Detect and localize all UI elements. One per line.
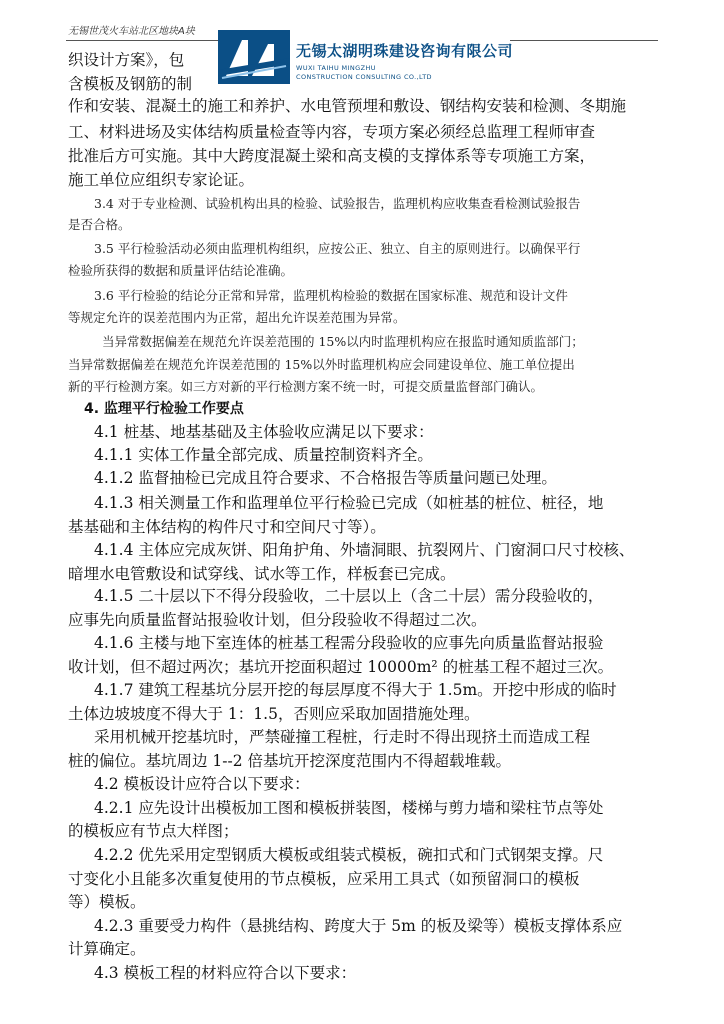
body-line: 采用机械开挖基坑时，严禁碰撞工程桩，行走时不得出现挤土而造成工程 <box>94 728 591 746</box>
body-line: 是否合格。 <box>68 217 131 232</box>
body-line: 4.2.3 重要受力构件（悬挑结构、跨度大于 5m 的板及梁等）模板支撑体系应 <box>94 917 623 935</box>
body-line: 4.2.1 应先设计出模板加工图和模板拼装图，楼梯与剪力墙和梁柱节点等处 <box>94 799 604 817</box>
body-line: 暗埋水电管敷设和试穿线、试水等工作，样板套已完成。 <box>68 565 456 583</box>
body-line: 基基础和主体结构的构件尺寸和空间尺寸等）。 <box>68 518 386 536</box>
body-line: 施工单位应组织专家论证。 <box>68 171 255 189</box>
body-line: 4.1.7 建筑工程基坑分层开挖的每层厚度不得大于 1.5m。开挖中形成的临时 <box>94 681 617 699</box>
body-line: 4.1.4 主体应完成灰饼、阳角护角、外墙洞眼、抗裂网片、门窗洞口尺寸校核、 <box>94 541 635 559</box>
body-line: 寸变化小且能多次重复使用的节点模板，应采用工具式（如预留洞口的模板 <box>68 870 580 888</box>
body-line: 4.1.3 相关测量工作和监理单位平行检验已完成（如桩基的桩位、桩径，地 <box>94 494 604 512</box>
body-line: 新的平行检测方案。如三方对新的平行检测方案不统一时，可提交质量监督部门确认。 <box>68 379 544 394</box>
logo-company-en-1: WUXI TAIHU MINGZHU <box>296 64 376 72</box>
body-line: 4.1.5 二十层以下不得分段验收，二十层以上（含二十层）需分段验收的， <box>94 587 604 605</box>
body-line: 4.3 模板工程的材料应符合以下要求： <box>94 964 357 982</box>
body-line: 桩的偏位。基坑周边 1--2 倍基坑开挖深度范围内不得超载堆载。 <box>68 752 512 770</box>
body-line: 等）模板。 <box>68 893 146 911</box>
body-line: 作和安装、混凝土的施工和养护、水电管预埋和敷设、钢结构安装和检测、冬期施 <box>68 97 627 115</box>
body-line: 4.1.1 实体工作量全部完成、质量控制资料齐全。 <box>94 446 433 464</box>
body-line: 的模板应有节点大样图； <box>68 822 239 840</box>
body-line: 织设计方案》，包 <box>68 51 185 69</box>
body-line: 含模板及钢筋的制 <box>68 75 193 93</box>
body-line: 检验所获得的数据和质量评估结论准确。 <box>68 263 294 278</box>
body-line: 3.6 平行检验的结论分正常和异常，监理机构检验的数据在国家标准、规范和设计文件 <box>94 288 568 303</box>
logo-company-en-2: CONSTRUCTION CONSULTING CO.,LTD <box>296 73 432 81</box>
body-line: 4.2.2 优先采用定型钢质大模板或组装式模板，碗扣式和门式钢架支撑。尺 <box>94 846 604 864</box>
body-line: 批准后方可实施。其中大跨度混凝土梁和高支模的支撑体系等专项施工方案， <box>68 147 596 165</box>
body-line: 等规定允许的误差范围内为正常，超出允许误差范围为异常。 <box>68 310 406 325</box>
body-line: 应事先向质量监督站报验收计划，但分段验收不得超过二次。 <box>68 611 487 629</box>
body-line: 土体边坡坡度不得大于 1：1.5，否则应采取加固措施处理。 <box>68 705 480 723</box>
header-project-text: 无锡世茂火车站北区地块A块 <box>68 26 195 37</box>
logo-company-cn: 无锡太湖明珠建设咨询有限公司 <box>296 42 514 60</box>
body-line: 4.1 桩基、地基基础及主体验收应满足以下要求： <box>94 423 434 441</box>
section-heading: 4. 监理平行检验工作要点 <box>84 401 244 417</box>
body-line: 当异常数据偏差在规范允许误差范围的 15%以外时监理机构应会同建设单位、施工单位提出 <box>68 357 575 372</box>
body-line: 3.5 平行检验活动必须由监理机构组织，应按公正、独立、自主的原则进行。以确保平行 <box>94 241 581 256</box>
body-line: 4.2 模板设计应符合以下要求： <box>94 775 310 793</box>
body-line: 4.1.6 主楼与地下室连体的桩基工程需分段验收的应事先向质量监督站报验 <box>94 634 604 652</box>
body-line: 当异常数据偏差在规范允许误差范围的 15%以内时监理机构应在报监时通知质监部门； <box>102 334 584 349</box>
body-line: 工、材料进场及实体结构质量检查等内容，专项方案必须经总监理工程师审查 <box>68 123 596 141</box>
body-line: 收计划，但不超过两次；基坑开挖面积超过 10000m² 的桩基工程不超过三次。 <box>68 658 614 676</box>
body-line: 计算确定。 <box>68 940 146 958</box>
body-line: 4.1.2 监督抽检已完成且符合要求、不合格报告等质量问题已处理。 <box>94 469 557 487</box>
body-line: 3.4 对于专业检测、试验机构出具的检验、试验报告，监理机构应收集查看检测试验报告 <box>94 196 581 211</box>
